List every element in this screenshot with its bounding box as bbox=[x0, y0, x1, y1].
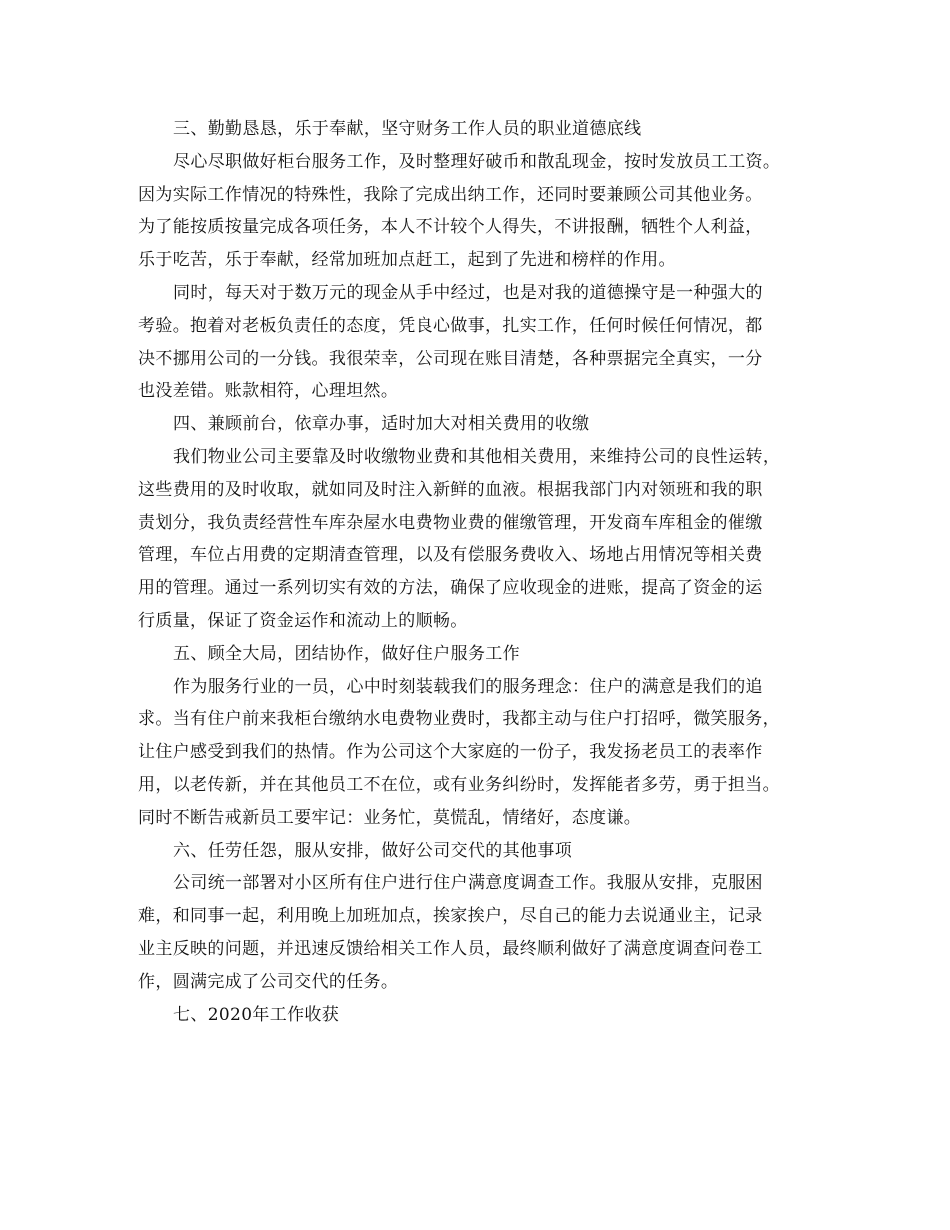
paragraph-line: 业主反映的问题，并迅速反馈给相关工作人员，最终顺利做好了满意度调查问卷工 bbox=[138, 938, 763, 959]
paragraph-line: 决不挪用公司的一分钱。我很荣幸，公司现在账目清楚，各种票据完全真实，一分 bbox=[138, 348, 763, 369]
section-heading-7: 七、2020年工作收获 bbox=[173, 1004, 340, 1025]
section-heading-3: 三、勤勤恳恳，乐于奉献，坚守财务工作人员的职业道德底线 bbox=[173, 119, 642, 139]
paragraph-line: 行质量，保证了资金运作和流动上的顺畅。 bbox=[138, 610, 468, 631]
paragraph-line: 同时，每天对于数万元的现金从手中经过，也是对我的道德操守是一种强大的 bbox=[173, 282, 763, 303]
paragraph-line: 责划分，我负责经营性车库杂屋水电费物业费的催缴管理，开发商车库租金的催缴 bbox=[138, 512, 763, 533]
paragraph-line: 作，圆满完成了公司交代的任务。 bbox=[138, 971, 399, 992]
section-heading-5: 五、顾全大局，团结协作，做好住户服务工作 bbox=[173, 643, 520, 664]
paragraph-line: 也没差错。账款相符，心理坦然。 bbox=[138, 381, 399, 402]
paragraph-line: 公司统一部署对小区所有住户进行住户满意度调查工作。我服从安排，克服困 bbox=[173, 873, 763, 894]
section-heading-4: 四、兼顾前台，依章办事，适时加大对相关费用的收缴 bbox=[173, 414, 590, 435]
paragraph-line: 难，和同事一起，利用晚上加班加点，挨家挨户，尽自己的能力去说通业主，记录 bbox=[138, 906, 763, 927]
paragraph-line: 同时不断告戒新员工要牢记：业务忙，莫慌乱，情绪好，态度谦。 bbox=[138, 807, 642, 828]
paragraph-line: 求。当有住户前来我柜台缴纳水电费物业费时，我都主动与住户打招呼，微笑服务， bbox=[138, 709, 780, 730]
paragraph-line: 这些费用的及时收取，就如同及时注入新鲜的血液。根据我部门内对领班和我的职 bbox=[138, 479, 763, 500]
paragraph-line: 用的管理。通过一系列切实有效的方法，确保了应收现金的进账，提高了资金的运 bbox=[138, 578, 763, 599]
paragraph-line: 管理，车位占用费的定期清查管理，以及有偿服务费收入、场地占用情况等相关费 bbox=[138, 545, 763, 566]
paragraph-line: 让住户感受到我们的热情。作为公司这个大家庭的一份子，我发扬老员工的表率作 bbox=[138, 742, 763, 763]
paragraph-line: 为了能按质按量完成各项任务，本人不计较个人得失，不讲报酬，牺牲个人利益， bbox=[138, 217, 763, 238]
document-page bbox=[138, 113, 828, 1031]
section-heading-6: 六、任劳任怨，服从安排，做好公司交代的其他事项 bbox=[173, 840, 573, 861]
paragraph-line: 考验。抱着对老板负责任的态度，凭良心做事，扎实工作，任何时候任何情况，都 bbox=[138, 315, 763, 336]
paragraph-line: 作为服务行业的一员，心中时刻装载我们的服务理念：住户的满意是我们的追 bbox=[173, 676, 763, 697]
paragraph-line: 我们物业公司主要靠及时收缴物业费和其他相关费用，来维持公司的良性运转， bbox=[173, 446, 781, 467]
paragraph-line: 尽心尽职做好柜台服务工作，及时整理好破币和散乱现金，按时发放员工工资。 bbox=[173, 151, 781, 172]
paragraph-line: 用，以老传新，并在其他员工不在位，或有业务纠纷时，发挥能者多劳，勇于担当。 bbox=[138, 774, 780, 795]
paragraph-line: 乐于吃苦，乐于奉献，经常加班加点赶工，起到了先进和榜样的作用。 bbox=[138, 250, 676, 271]
paragraph-line: 因为实际工作情况的特殊性，我除了完成出纳工作，还同时要兼顾公司其他业务。 bbox=[138, 184, 763, 205]
